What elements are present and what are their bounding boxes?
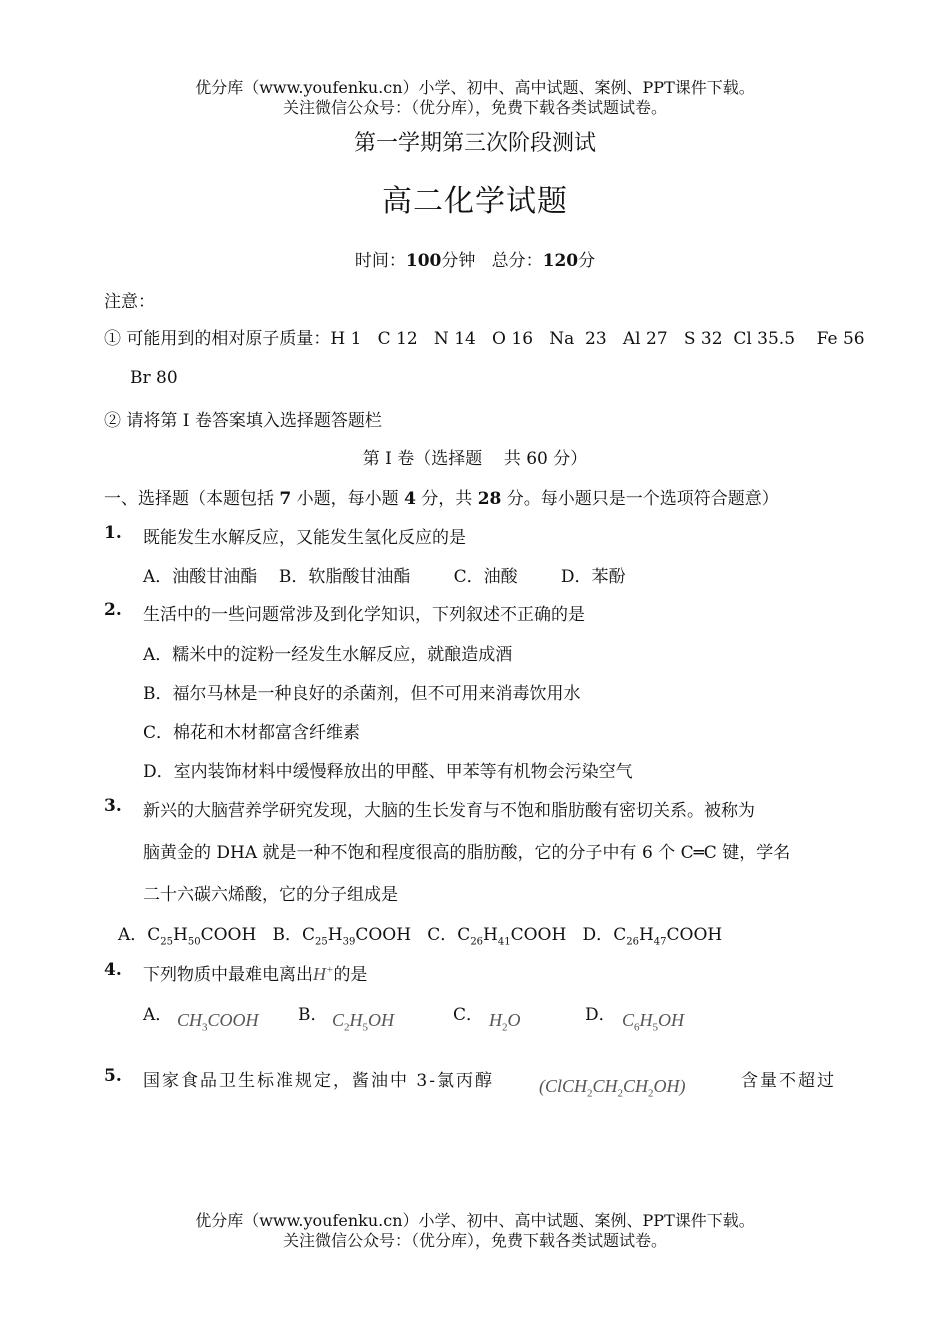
q1-number: 1. — [104, 523, 122, 543]
q4-option-a-label: A． — [143, 1005, 173, 1025]
q4-option-b-label: B． — [298, 1005, 328, 1025]
q3-option-d: D．$C_{26}H_{47}COOH$ — [582, 925, 723, 948]
total-unit: 分 — [578, 251, 596, 271]
q4-option-d-formula: $C_6H_5OH$ — [622, 1010, 685, 1034]
time-value: 100 — [405, 251, 442, 271]
q3-number: 3. — [104, 796, 122, 816]
q4-stem — [143, 960, 367, 985]
footer-line-2: 关注微信公众号：（优分库），免费下载各类试题试卷。 — [282, 1231, 667, 1250]
time-unit: 分钟 — [441, 251, 476, 271]
part-text-b: 小题，每小题 — [296, 489, 399, 509]
part-text-c: 分，共 — [421, 489, 473, 509]
q4-option-d-label: D． — [585, 1005, 616, 1025]
q3-option-b: B．$C_{25}H_{39}COOH$ — [272, 925, 412, 948]
q2-option-d: D．室内装饰材料中缓慢释放出的甲醛、甲苯等有机物会污染空气 — [143, 762, 633, 782]
part-one-instruction — [104, 484, 779, 509]
q5-stem-text-b: 含量不超过 — [741, 1071, 836, 1091]
part-text-d: 分。每小题只是一个选项符合题意） — [506, 489, 779, 509]
exam-title: 高二化学试题 — [382, 184, 568, 219]
exam-subtitle: 第一学期第三次阶段测试 — [353, 131, 596, 156]
q3-option-a: A．$C_{25}H_{50}COOH$ — [118, 925, 257, 948]
q4-option-a-formula: $CH_3COOH$ — [177, 1010, 259, 1034]
part-count: 7 — [279, 489, 292, 509]
q3-stem-line-1: 新兴的大脑营养学研究发现，大脑的生长发育与不饱和脂肪酸有密切关系。被称为 — [143, 801, 755, 821]
note-2: ② 请将第 I 卷答案填入选择题答题栏 — [104, 411, 382, 431]
q4-option-c-formula: $H_2O$ — [489, 1010, 521, 1034]
q4-option-c-label: C． — [453, 1005, 484, 1025]
part-total: 28 — [477, 489, 502, 509]
note-1-continued: Br 80 — [130, 368, 178, 388]
q3-options — [118, 920, 722, 947]
q4-number: 4. — [104, 960, 122, 980]
q2-number: 2. — [104, 600, 122, 620]
q2-option-c: C．棉花和木材都富含纤维素 — [143, 723, 361, 743]
footer-line-1: 优分库（www.youfenku.cn）小学、初中、高中试题、案例、PPT课件下载。 — [195, 1211, 755, 1230]
note-1: ① 可能用到的相对原子质量：H 1 C 12 N 14 O 16 Na 23 Al 27 S 32 Cl 35.5 Fe 56 — [104, 329, 865, 349]
q5-stem-text-a: 国家食品卫生标准规定，酱油中 3-氯丙醇 — [143, 1071, 494, 1091]
time-label: 时间： — [354, 251, 406, 271]
header-line-1: 优分库（www.youfenku.cn）小学、初中、高中试题、案例、PPT课件下载。 — [195, 78, 755, 97]
q4-ion-formula: H+ — [313, 964, 334, 984]
total-value: 120 — [542, 251, 579, 271]
q1-stem: 既能发生水解反应，又能发生氢化反应的是 — [143, 528, 466, 548]
part-score: 4 — [404, 489, 416, 509]
q4-option-b-formula: $C_2H_5OH$ — [332, 1010, 395, 1034]
q5-number: 5. — [104, 1066, 122, 1086]
header-line-2: 关注微信公众号：（优分库），免费下载各类试题试卷。 — [282, 98, 667, 117]
volume-title: 第 I 卷（选择题 共 60 分） — [362, 449, 588, 469]
q3-stem-line-3: 二十六碳六烯酸，它的分子组成是 — [143, 885, 398, 905]
q4-stem-text-a: 下列物质中最难电离出 — [143, 965, 313, 985]
q2-option-b: B．福尔马林是一种良好的杀菌剂，但不可用来消毒饮用水 — [143, 684, 581, 704]
q3-stem-line-2: 脑黄金的 DHA 就是一种不饱和程度很高的脂肪酸，它的分子中有 6 个 C═C 键，学名 — [143, 843, 791, 863]
q4-stem-text-b: 的是 — [333, 965, 368, 985]
q2-option-a: A．糯米中的淀粉一经发生水解反应，就酿造成酒 — [143, 645, 513, 665]
q2-stem: 生活中的一些问题常涉及到化学知识，下列叙述不正确的是 — [143, 605, 585, 625]
part-text-a: 一、选择题（本题包括 — [104, 489, 274, 509]
q5-formula: $(ClCH_2CH_2CH_2OH)$ — [539, 1076, 686, 1100]
notes-heading: 注意： — [104, 292, 155, 312]
exam-time-score — [0, 246, 950, 271]
q3-option-c: C．$C_{26}H_{41}COOH$ — [427, 925, 567, 948]
total-label: 总分： — [491, 251, 543, 271]
q1-options: A．油酸甘油酯 B．软脂酸甘油酯 C．油酸 D．苯酚 — [143, 567, 626, 587]
